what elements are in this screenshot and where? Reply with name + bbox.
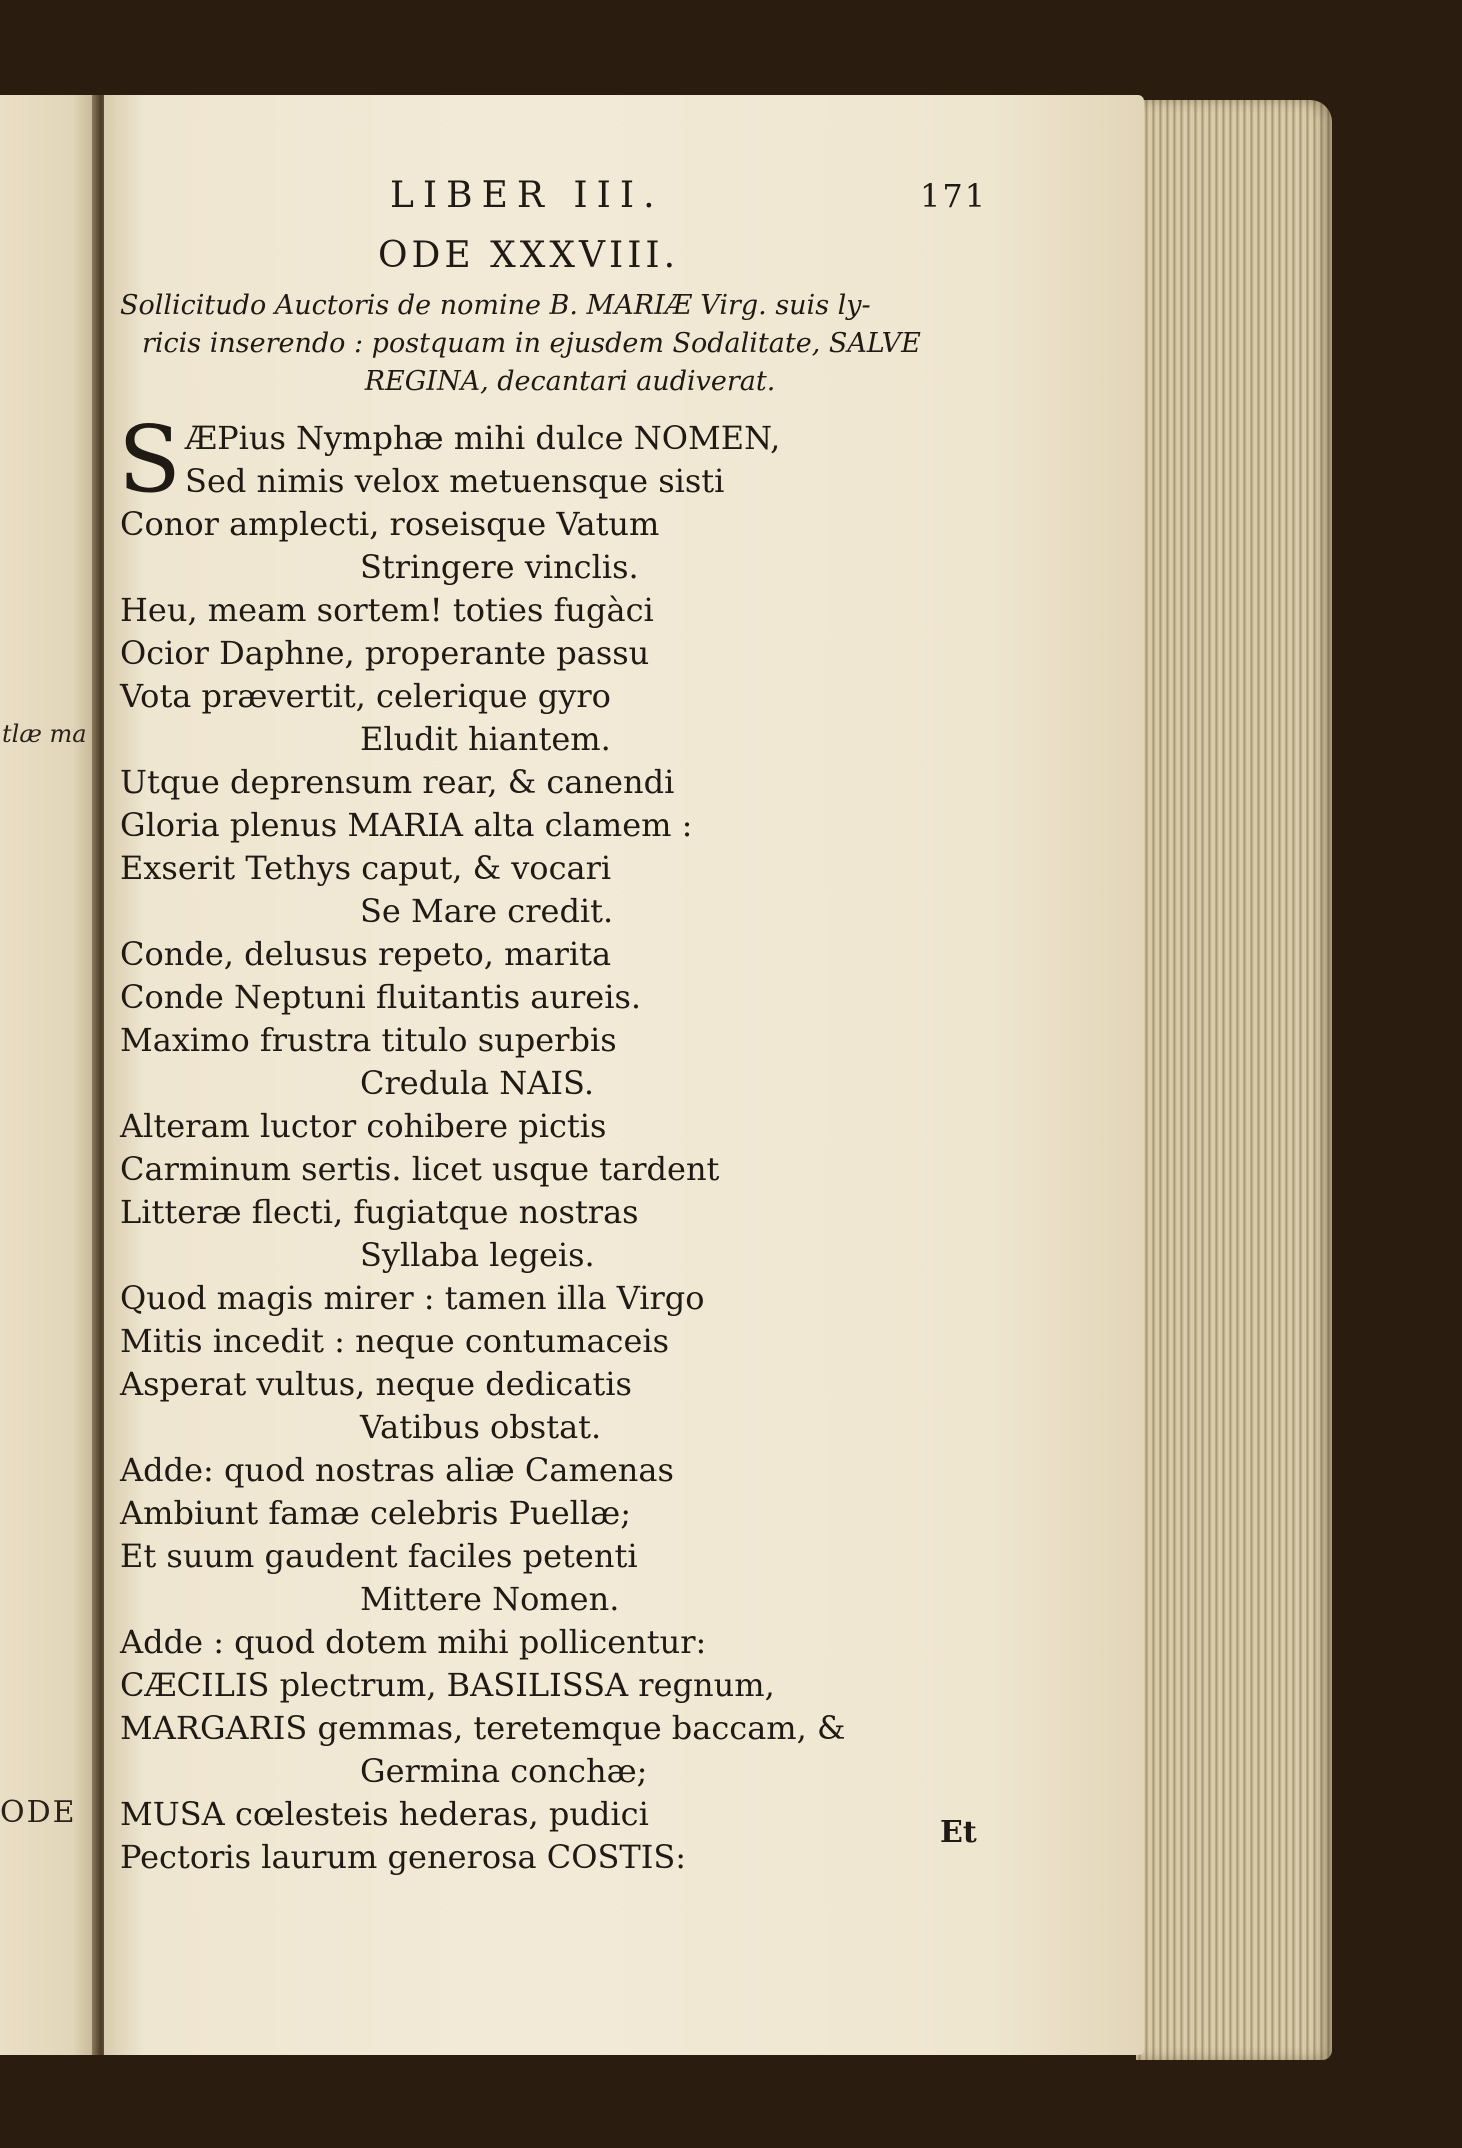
- verse-text: Ocior Daphne, properante passu: [120, 634, 650, 672]
- catchword: Et: [940, 1815, 977, 1850]
- verse-line: [120, 1707, 1020, 1750]
- verse-line: [120, 589, 1020, 632]
- verse-line: [120, 1449, 1020, 1492]
- verse-text: Conde Neptuni fluitantis aureis.: [120, 978, 642, 1016]
- verse-text: Mitis incedit : neque contumaceis: [120, 1322, 670, 1360]
- verse-line: [120, 1363, 1020, 1406]
- verse-line: [120, 804, 1020, 847]
- verse-text: Conor amplecti, roseisque Vatum: [120, 505, 660, 543]
- verse-text: Quod magis mirer : tamen illa Virgo: [120, 1279, 705, 1317]
- verse-text: Sed nimis velox metuensque sisti: [185, 462, 725, 500]
- verse-text: MUSA cœlesteis hederas, pudici: [120, 1795, 649, 1833]
- left-page-fragment-top: tlæ ma: [2, 720, 87, 748]
- verse-line: [120, 1793, 1020, 1836]
- verse-line: [120, 1492, 1020, 1535]
- verse-line: [120, 1578, 1020, 1621]
- verse-text: Eludit hiantem.: [360, 720, 611, 758]
- verse-line: [120, 632, 1020, 675]
- stanza: [120, 933, 1020, 1105]
- left-page-fragment-bottom: ODE: [0, 1795, 77, 1830]
- verse-text: Syllaba legeis.: [360, 1236, 595, 1274]
- verse-text: Mittere Nomen.: [360, 1580, 620, 1618]
- verse-line: [120, 1664, 1020, 1707]
- verse-text: Stringere vinclis.: [360, 548, 639, 586]
- verse-line: [120, 1234, 1020, 1277]
- verse-text: Se Mare credit.: [360, 892, 614, 930]
- argument-line: ricis inserendo : postquam in ejusdem Sodalitate, SALVE: [142, 328, 921, 359]
- verse-text: Litteræ flecti, fugiatque nostras: [120, 1193, 639, 1231]
- verse-line: [120, 890, 1020, 933]
- verse-text: Exserit Tethys caput, & vocari: [120, 849, 612, 887]
- verse-line: [120, 1019, 1020, 1062]
- verse-line: [120, 503, 1020, 546]
- stanza: [120, 1449, 1020, 1621]
- poem-body: [118, 406, 1020, 1879]
- argument-line: REGINA, decantari audiverat.: [364, 366, 776, 397]
- verse-text: Vatibus obstat.: [360, 1408, 602, 1446]
- verse-line: [120, 1105, 1020, 1148]
- verse-text: Et suum gaudent faciles petenti: [120, 1537, 638, 1575]
- verse-line: [120, 1750, 1020, 1793]
- verse-text: Credula NAIS.: [360, 1064, 594, 1102]
- verse-line: [120, 1320, 1020, 1363]
- running-head: LIBER III.: [390, 175, 664, 216]
- page-number: 171: [920, 177, 988, 215]
- verse-text: Maximo frustra titulo superbis: [120, 1021, 617, 1059]
- verse-line: [120, 1148, 1020, 1191]
- verse-line: [120, 1535, 1020, 1578]
- verse-line: [120, 546, 1020, 589]
- verse-line: [120, 460, 1020, 503]
- verse-line: [120, 933, 1020, 976]
- ode-title: ODE XXXVIII.: [378, 235, 680, 276]
- verse-text: Ambiunt famæ celebris Puellæ;: [120, 1494, 631, 1532]
- verse-line: [120, 847, 1020, 890]
- verse-line: [120, 1406, 1020, 1449]
- verse-text: Alteram luctor cohibere pictis: [120, 1107, 607, 1145]
- verse-text: Asperat vultus, neque dedicatis: [120, 1365, 632, 1403]
- stanza: [120, 1277, 1020, 1449]
- stanza: [120, 589, 1020, 761]
- stanza: [120, 1105, 1020, 1277]
- stanza: [120, 1621, 1020, 1793]
- verse-text: Vota prævertit, celerique gyro: [120, 677, 611, 715]
- verse-text: Conde, delusus repeto, marita: [120, 935, 612, 973]
- verse-text: Gloria plenus MARIA alta clamem :: [120, 806, 693, 844]
- verse-text: Adde: quod nostras aliæ Camenas: [120, 1451, 674, 1489]
- verse-line: [120, 1836, 1020, 1879]
- verse-line: [120, 1277, 1020, 1320]
- verse-line: [120, 761, 1020, 804]
- verse-text: MARGARIS gemmas, teretemque baccam, &: [120, 1709, 846, 1747]
- left-page: [0, 95, 104, 2055]
- page-content: [120, 175, 1020, 2045]
- verse-text: Pectoris laurum generosa COSTIS:: [120, 1838, 687, 1876]
- verse-line: [120, 718, 1020, 761]
- verse-line: [120, 1621, 1020, 1664]
- ode-argument: [120, 287, 1020, 401]
- verse-text: Utque deprensum rear, & canendi: [120, 763, 675, 801]
- verse-line: [120, 1062, 1020, 1105]
- drop-initial: S: [118, 406, 182, 513]
- page-edges: [1136, 100, 1332, 2060]
- stanza: [118, 406, 1020, 589]
- verse-text: Heu, meam sortem! toties fugàci: [120, 591, 654, 629]
- verse-text: ÆPius Nymphæ mihi dulce NOMEN,: [185, 419, 781, 457]
- verse-text: Carminum sertis. licet usque tardent: [120, 1150, 720, 1188]
- verse-line: [120, 1191, 1020, 1234]
- verse-text: CÆCILIS plectrum, BASILISSA regnum,: [120, 1666, 775, 1704]
- verse-text: Germina conchæ;: [360, 1752, 648, 1790]
- verse-line: [120, 976, 1020, 1019]
- verse-line: [120, 675, 1020, 718]
- stanza: [120, 1793, 1020, 1879]
- verse-text: Adde : quod dotem mihi pollicentur:: [120, 1623, 707, 1661]
- argument-line: Sollicitudo Auctoris de nomine B. MARIÆ Virg. suis ly-: [120, 290, 871, 321]
- stanza: [120, 761, 1020, 933]
